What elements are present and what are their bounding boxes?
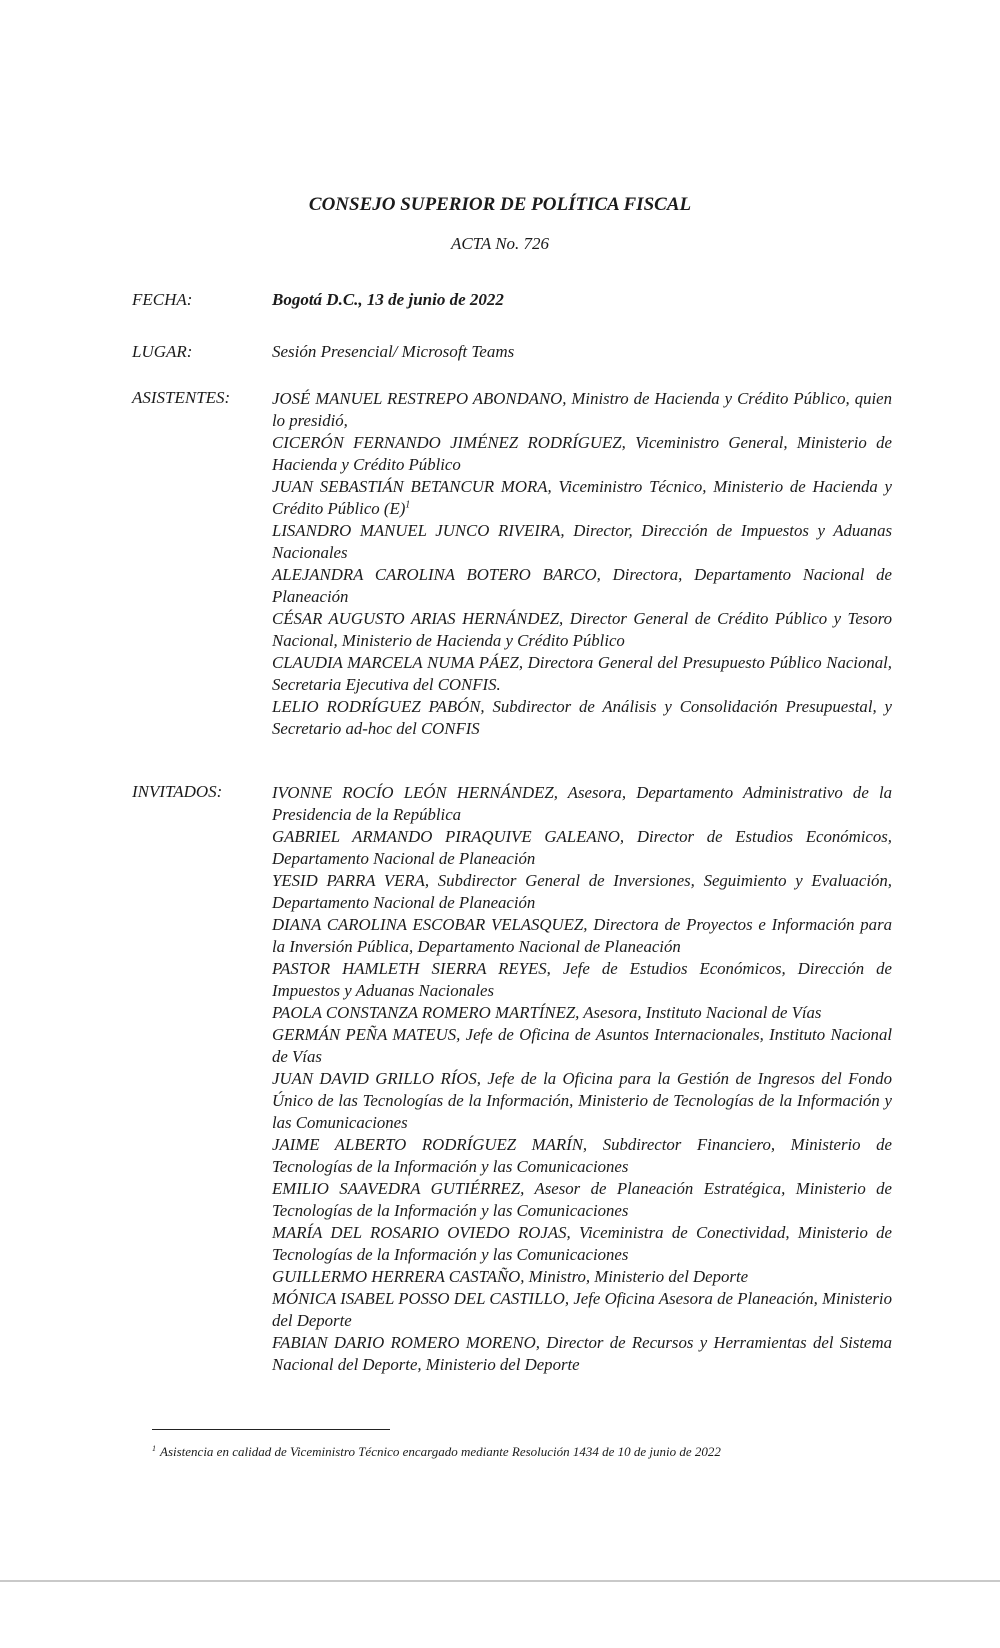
footnote (152, 1444, 892, 1460)
invitado-entry: PASTOR HAMLETH SIERRA REYES, Jefe de Estudios Económicos, Dirección de Impuestos y Aduanas Nacionales (272, 959, 892, 1000)
asistentes-list (272, 388, 892, 740)
invitado-entry: JUAN DAVID GRILLO RÍOS, Jefe de la Oficina para la Gestión de Ingresos del Fondo Único de las Tecnologías de la Información, Ministerio de Tecnologías de la Información y las Comunicaciones (272, 1069, 892, 1132)
invitados-list (272, 782, 892, 1376)
invitado-entry: MARÍA DEL ROSARIO OVIEDO ROJAS, Viceministra de Conectividad, Ministerio de Tecnologías de la Información y las Comunicaciones (272, 1223, 892, 1264)
invitado-entry: DIANA CAROLINA ESCOBAR VELASQUEZ, Directora de Proyectos e Información para la Inversión Pública, Departamento Nacional de Planeación (272, 915, 892, 956)
footnote-marker: 1 (152, 1443, 156, 1453)
document-title: CONSEJO SUPERIOR DE POLÍTICA FISCAL (308, 194, 692, 215)
invitado-entry: YESID PARRA VERA, Subdirector General de Inversiones, Seguimiento y Evaluación, Departamento Nacional de Planeación (272, 871, 892, 912)
invitado-entry: GABRIEL ARMANDO PIRAQUIVE GALEANO, Director de Estudios Económicos, Departamento Nacional de Planeación (272, 827, 892, 868)
asistentes-label: ASISTENTES: (132, 388, 231, 407)
asistente-entry: LELIO RODRÍGUEZ PABÓN, Subdirector de Análisis y Consolidación Presupuestal, y Secretario ad-hoc del CONFIS (272, 697, 892, 738)
invitado-entry: JAIME ALBERTO RODRÍGUEZ MARÍN, Subdirector Financiero, Ministerio de Tecnologías de la Información y las Comunicaciones (272, 1135, 892, 1176)
asistente-entry: JOSÉ MANUEL RESTREPO ABONDANO, Ministro de Hacienda y Crédito Público, quien lo presidió, (272, 389, 892, 430)
footnote-divider (152, 1429, 390, 1430)
invitado-entry: FABIAN DARIO ROMERO MORENO, Director de Recursos y Herramientas del Sistema Nacional del Deporte, Ministerio del Deporte (272, 1333, 892, 1374)
lugar-label: LUGAR: (132, 342, 193, 361)
asistente-entry (272, 476, 892, 520)
asistente-entry: CÉSAR AUGUSTO ARIAS HERNÁNDEZ, Director General de Crédito Público y Tesoro Nacional, Ministerio de Hacienda y Crédito Público (272, 609, 892, 650)
acta-number: ACTA No. 726 (450, 234, 550, 253)
asistente-entry-text: JUAN SEBASTIÁN BETANCUR MORA, Viceministro Técnico, Ministerio de Hacienda y Crédito Público (E) (272, 477, 892, 518)
fecha-label: FECHA: (132, 290, 193, 309)
asistente-entry: CLAUDIA MARCELA NUMA PÁEZ, Directora General del Presupuesto Público Nacional, Secretaria Ejecutiva del CONFIS. (272, 653, 892, 694)
footnote-text: Asistencia en calidad de Viceministro Técnico encargado mediante Resolución 1434 de 10 de junio de 2022 (160, 1444, 721, 1459)
invitado-entry: IVONNE ROCÍO LEÓN HERNÁNDEZ, Asesora, Departamento Administrativo de la Presidencia de la República (272, 783, 892, 824)
asistente-entry: LISANDRO MANUEL JUNCO RIVEIRA, Director, Dirección de Impuestos y Aduanas Nacionales (272, 521, 892, 562)
footnote-reference: 1 (405, 499, 411, 511)
asistente-entry: ALEJANDRA CAROLINA BOTERO BARCO, Directora, Departamento Nacional de Planeación (272, 565, 892, 606)
invitado-entry: PAOLA CONSTANZA ROMERO MARTÍNEZ, Asesora, Instituto Nacional de Vías (272, 1003, 822, 1022)
lugar-value: Sesión Presencial/ Microsoft Teams (272, 342, 515, 361)
page-bottom-edge (0, 1580, 1000, 1582)
asistente-entry: CICERÓN FERNANDO JIMÉNEZ RODRÍGUEZ, Viceministro General, Ministerio de Hacienda y Crédito Público (272, 433, 892, 474)
invitados-label: INVITADOS: (132, 782, 223, 801)
invitado-entry: GUILLERMO HERRERA CASTAÑO, Ministro, Ministerio del Deporte (272, 1267, 749, 1286)
invitado-entry: MÓNICA ISABEL POSSO DEL CASTILLO, Jefe Oficina Asesora de Planeación, Ministerio del Deporte (272, 1289, 892, 1330)
invitado-entry: EMILIO SAAVEDRA GUTIÉRREZ, Asesor de Planeación Estratégica, Ministerio de Tecnologías de la Información y las Comunicaciones (272, 1179, 892, 1220)
invitado-entry: GERMÁN PEÑA MATEUS, Jefe de Oficina de Asuntos Internacionales, Instituto Nacional de Vías (272, 1025, 892, 1066)
fecha-value: Bogotá D.C., 13 de junio de 2022 (272, 290, 504, 309)
